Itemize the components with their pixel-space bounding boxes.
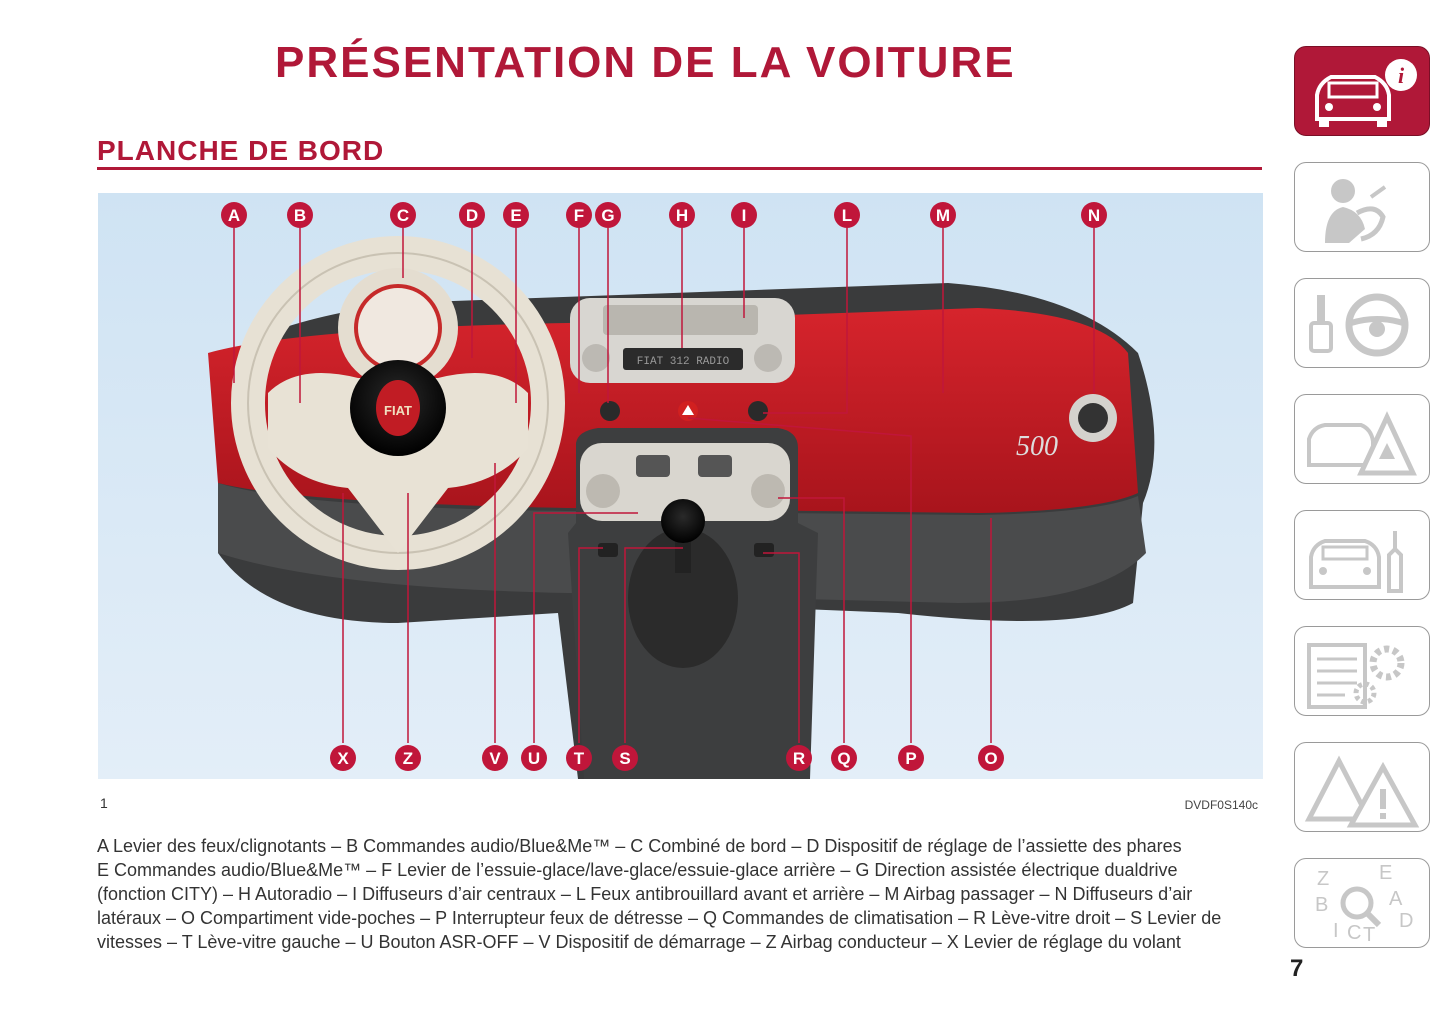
svg-text:B: B — [1315, 894, 1329, 916]
callout-l — [834, 202, 860, 228]
figure-number: 1 — [100, 795, 108, 811]
callout-a — [221, 202, 247, 228]
svg-text:S: S — [619, 749, 631, 768]
svg-text:T: T — [573, 749, 585, 768]
tab-maintenance[interactable] — [1294, 510, 1430, 600]
page-number: 7 — [1290, 955, 1304, 982]
svg-text:D: D — [1399, 910, 1414, 932]
tab-contents[interactable] — [1294, 742, 1430, 832]
caption-line: vitesses – T Lève-vitre gauche – U Bouton ASR-OFF – V Dispositif de démarrage – Z Airbag conducteur – X Levier de réglage du volant — [97, 932, 1181, 952]
svg-text:E: E — [510, 206, 522, 225]
page-title: PRÉSENTATION DE LA VOITURE — [275, 38, 1016, 87]
callout-s — [612, 745, 638, 771]
caption-line: latéraux – O Compartiment vide-poches – P Interrupteur feux de détresse – Q Commandes de climatisation – R Lève-vitre droit – S Levier de — [97, 908, 1222, 928]
svg-text:I: I — [741, 206, 747, 225]
svg-text:R: R — [792, 749, 806, 768]
fiat-logo-text: FIAT — [384, 403, 412, 418]
svg-text:A: A — [1389, 888, 1403, 910]
callout-r — [786, 745, 812, 771]
badge-500: 500 — [1016, 431, 1058, 462]
svg-text:Z: Z — [1317, 868, 1330, 890]
svg-text:B: B — [293, 206, 307, 225]
callout-z — [395, 745, 421, 771]
callout-i — [731, 202, 757, 228]
car-info-icon — [1295, 47, 1431, 137]
svg-text:Q: Q — [837, 749, 851, 768]
svg-text:X: X — [337, 749, 349, 768]
svg-text:G: G — [601, 206, 615, 225]
callout-h — [669, 202, 695, 228]
radio-display-text: FIAT 312 RADIO — [636, 356, 730, 368]
svg-text:L: L — [841, 206, 853, 225]
tab-safety[interactable] — [1294, 162, 1430, 252]
tab-emergency[interactable] — [1294, 394, 1430, 484]
airbag-person-icon — [1295, 163, 1431, 253]
callout-v — [482, 745, 508, 771]
tab-index[interactable] — [1294, 858, 1430, 948]
svg-text:E: E — [1379, 862, 1393, 884]
svg-text:T: T — [1363, 924, 1376, 946]
figure-caption — [97, 834, 1267, 954]
caption-line: A Levier des feux/clignotants – B Commandes audio/Blue&Me™ – C Combiné de bord – D Dispositif de réglage de l’assiette des phares — [97, 836, 1182, 856]
svg-text:D: D — [465, 206, 479, 225]
callout-t — [566, 745, 592, 771]
svg-text:F: F — [573, 206, 585, 225]
warning-triangles-icon — [1295, 743, 1431, 833]
key-steering-wheel-icon — [1295, 279, 1431, 369]
alphabet-search-icon — [1295, 859, 1431, 949]
callout-g — [595, 202, 621, 228]
callout-b — [287, 202, 313, 228]
list-gear-icon — [1295, 627, 1431, 717]
svg-text:O: O — [984, 749, 998, 768]
svg-text:A: A — [227, 206, 241, 225]
callout-x — [330, 745, 356, 771]
svg-text:C: C — [1347, 922, 1362, 944]
dashboard-illustration — [98, 193, 1263, 779]
callout-q — [831, 745, 857, 771]
section-heading: PLANCHE DE BORD — [97, 135, 385, 166]
svg-text:Z: Z — [402, 749, 414, 768]
callout-m — [930, 202, 956, 228]
car-wrench-icon — [1295, 511, 1431, 601]
callout-u — [521, 745, 547, 771]
section-rule — [97, 167, 1262, 170]
svg-text:U: U — [527, 749, 541, 768]
svg-text:N: N — [1087, 206, 1101, 225]
svg-text:I: I — [1333, 920, 1339, 942]
tab-car-info[interactable] — [1294, 46, 1430, 136]
callout-o — [978, 745, 1004, 771]
tab-technical-data[interactable] — [1294, 626, 1430, 716]
callout-d — [459, 202, 485, 228]
svg-text:M: M — [935, 206, 951, 225]
svg-text:i: i — [1397, 63, 1405, 88]
svg-text:H: H — [675, 206, 689, 225]
gear-knob — [661, 499, 705, 543]
warning-crash-icon — [1295, 395, 1431, 485]
callout-e — [503, 202, 529, 228]
callout-n — [1081, 202, 1107, 228]
callout-c — [390, 202, 416, 228]
svg-text:V: V — [489, 749, 501, 768]
caption-line: E Commandes audio/Blue&Me™ – F Levier de l’essuie-glace/lave-glace/essuie-glace arrière – G Direction assistée électrique dualdrive — [97, 860, 1178, 880]
callout-p — [898, 745, 924, 771]
callout-f — [566, 202, 592, 228]
figure-code: DVDF0S140c — [1184, 798, 1258, 812]
caption-line: (fonction CITY) – H Autoradio – I Diffuseurs d’air centraux – L Feux antibrouillard avant et arrière – M Airbag passager – N Diffuseurs d’air — [97, 884, 1193, 904]
svg-text:C: C — [396, 206, 410, 225]
tab-starting-driving[interactable] — [1294, 278, 1430, 368]
svg-text:P: P — [905, 749, 917, 768]
